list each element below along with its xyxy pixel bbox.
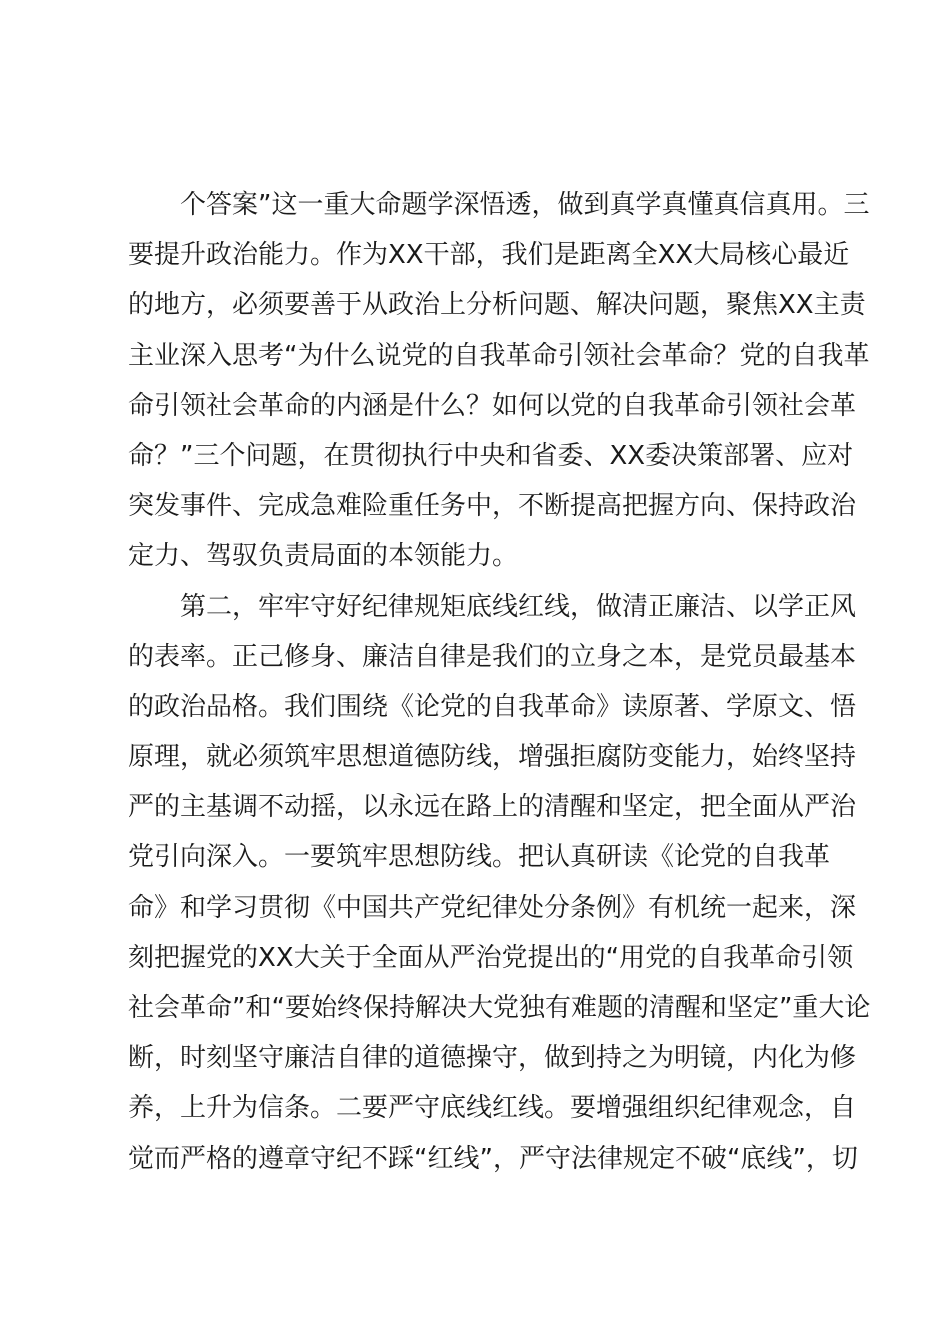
paragraph-start-line: 第二，牢牢守好纪律规矩底线红线，做清正廉洁、以学正风	[180, 591, 857, 622]
text-line: 觉而严格的遵章守纪不踩“红线”，严守法律规定不破“底线”，切	[128, 1143, 858, 1174]
text-line: 刻把握党的XX大关于全面从严治党提出的“用党的自我革命引领	[128, 942, 854, 973]
text-line: 个答案”这一重大命题学深悟透，做到真学真懂真信真用。三	[180, 190, 870, 220]
text-line: 的表率。正己修身、廉洁自律是我们的立身之本，是党员最基本	[128, 641, 857, 672]
text-line: 养，上升为信条。二要严守底线红线。要增强组织纪律观念，自	[128, 1093, 857, 1124]
text-line: 要提升政治能力。作为XX干部，我们是距离全XX大局核心最近	[128, 240, 850, 271]
body-text	[128, 180, 871, 1184]
text-line: 党引向深入。一要筑牢思想防线。把认真研读《论党的自我革	[128, 842, 831, 873]
text-line: 的政治品格。我们围绕《论党的自我革命》读原著、学原文、悟	[128, 691, 857, 722]
text-line: 社会革命”和“要始终保持解决大党独有难题的清醒和坚定”重大论	[128, 993, 871, 1023]
text-line: 严的主基调不动摇，以永远在路上的清醒和坚定，把全面从严治	[128, 792, 857, 823]
text-line: 命》和学习贯彻《中国共产党纪律处分条例》有机统一起来，深	[128, 892, 857, 923]
text-line: 主业深入思考“为什么说党的自我革命引领社会革命？党的自我革	[128, 340, 870, 371]
text-line: 定力、驾驭负责局面的本领能力。	[128, 541, 519, 572]
text-line: 突发事件、完成急难险重任务中，不断提高把握方向、保持政治	[128, 491, 857, 522]
text-line: 命引领社会革命的内涵是什么？如何以党的自我革命引领社会革	[128, 390, 857, 421]
text-line: 的地方，必须要善于从政治上分析问题、解决问题，聚焦XX主责	[128, 290, 866, 321]
text-line: 命？”三个问题，在贯彻执行中央和省委、XX委决策部署、应对	[128, 440, 854, 471]
text-line: 断，时刻坚守廉洁自律的道德操守，做到持之为明镜，内化为修	[128, 1043, 857, 1074]
text-line: 原理，就必须筑牢思想道德防线，增强拒腐防变能力，始终坚持	[128, 742, 857, 773]
